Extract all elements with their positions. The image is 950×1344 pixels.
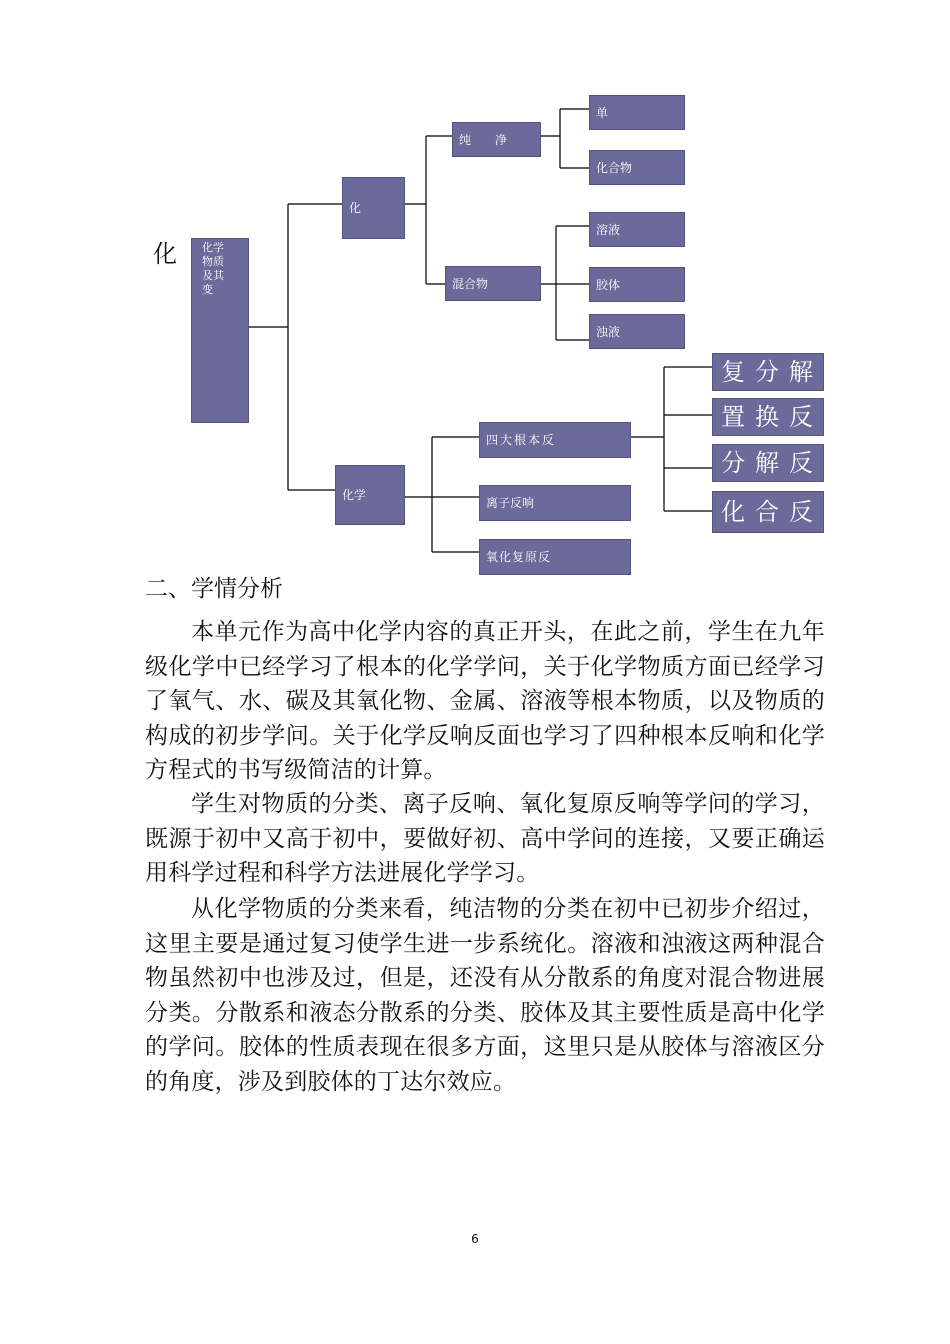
mixture-label: 混合物 — [452, 276, 489, 291]
mixture-node — [445, 266, 541, 301]
colloid-node — [589, 267, 685, 302]
displacement-label: 置换反 — [721, 403, 823, 431]
paragraph-1 — [145, 615, 825, 788]
page-number: 6 — [471, 1232, 479, 1246]
substance-node — [342, 177, 405, 239]
suspension-label: 浊液 — [596, 324, 621, 339]
paragraph-1-text: 本单元作为高中化学内容的真正开头，在此之前，学生在九年级化学中已经学习了根本的化学学问，关于化学物质方面已经学习了氧气、水、碳及其氧化物、金属、溶液等根本物质，以及物质的构成的初步学问。关于化学反响反面也学习了四种根本反响和化学方程式的书写级简洁的计算。 — [145, 619, 825, 783]
paragraph-3 — [145, 892, 825, 1099]
reaction-node — [335, 465, 405, 525]
solution-node — [589, 212, 685, 247]
ionic-reaction-label: 离子反响 — [486, 496, 535, 510]
root-node — [191, 238, 249, 423]
paragraph-2 — [145, 787, 825, 891]
decomposition-node — [712, 444, 824, 482]
suspension-node — [589, 314, 685, 349]
element-label: 单 — [596, 105, 609, 120]
section-heading: 二、学情分析 — [145, 576, 283, 602]
substance-node-label: 化 — [349, 201, 362, 215]
four-basic-label: 四大根本反 — [486, 433, 557, 447]
four-basic-reactions-node — [479, 422, 631, 458]
double-decomposition-node — [712, 353, 824, 391]
combination-node — [712, 491, 824, 533]
pure-substance-label: 纯 净 — [459, 132, 508, 147]
element-node — [589, 95, 685, 130]
double-decomposition-label: 复分解 — [721, 358, 823, 386]
redox-reaction-node — [479, 539, 631, 575]
redox-reaction-label: 氧化复原反 — [486, 550, 552, 564]
solution-label: 溶液 — [596, 222, 621, 237]
decomposition-label: 分解反 — [721, 449, 823, 477]
paragraph-3-text: 从化学物质的分类来看，纯洁物的分类在初中已初步介绍过，这里主要是通过复习使学生进一步系统化。溶液和浊液这两种混合物虽然初中也涉及过，但是，还没有从分散系的角度对混合物进展分类。分散系和液态分散系的分类、胶体及其主要性质是高中化学的学问。胶体的性质表现在很多方面，这里只是从胶体与溶液区分的角度，涉及到胶体的丁达尔效应。 — [145, 896, 825, 1095]
root-node-label: 化学物质及其变 — [202, 241, 224, 296]
ionic-reaction-node — [479, 485, 631, 521]
reaction-node-label: 化学 — [342, 488, 367, 502]
colloid-label: 胶体 — [596, 277, 621, 292]
compound-label: 化合物 — [596, 160, 633, 175]
compound-node — [589, 150, 685, 185]
paragraph-2-text: 学生对物质的分类、离子反响、氧化复原反响等学问的学习，既源于初中又高于初中，要做好初、高中学问的连接，又要正确运用科学过程和科学方法进展化学学习。 — [145, 791, 825, 886]
displacement-node — [712, 398, 824, 436]
pure-substance-node — [452, 122, 541, 157]
combination-label: 化合反 — [721, 498, 823, 526]
side-character: 化 — [153, 240, 177, 268]
